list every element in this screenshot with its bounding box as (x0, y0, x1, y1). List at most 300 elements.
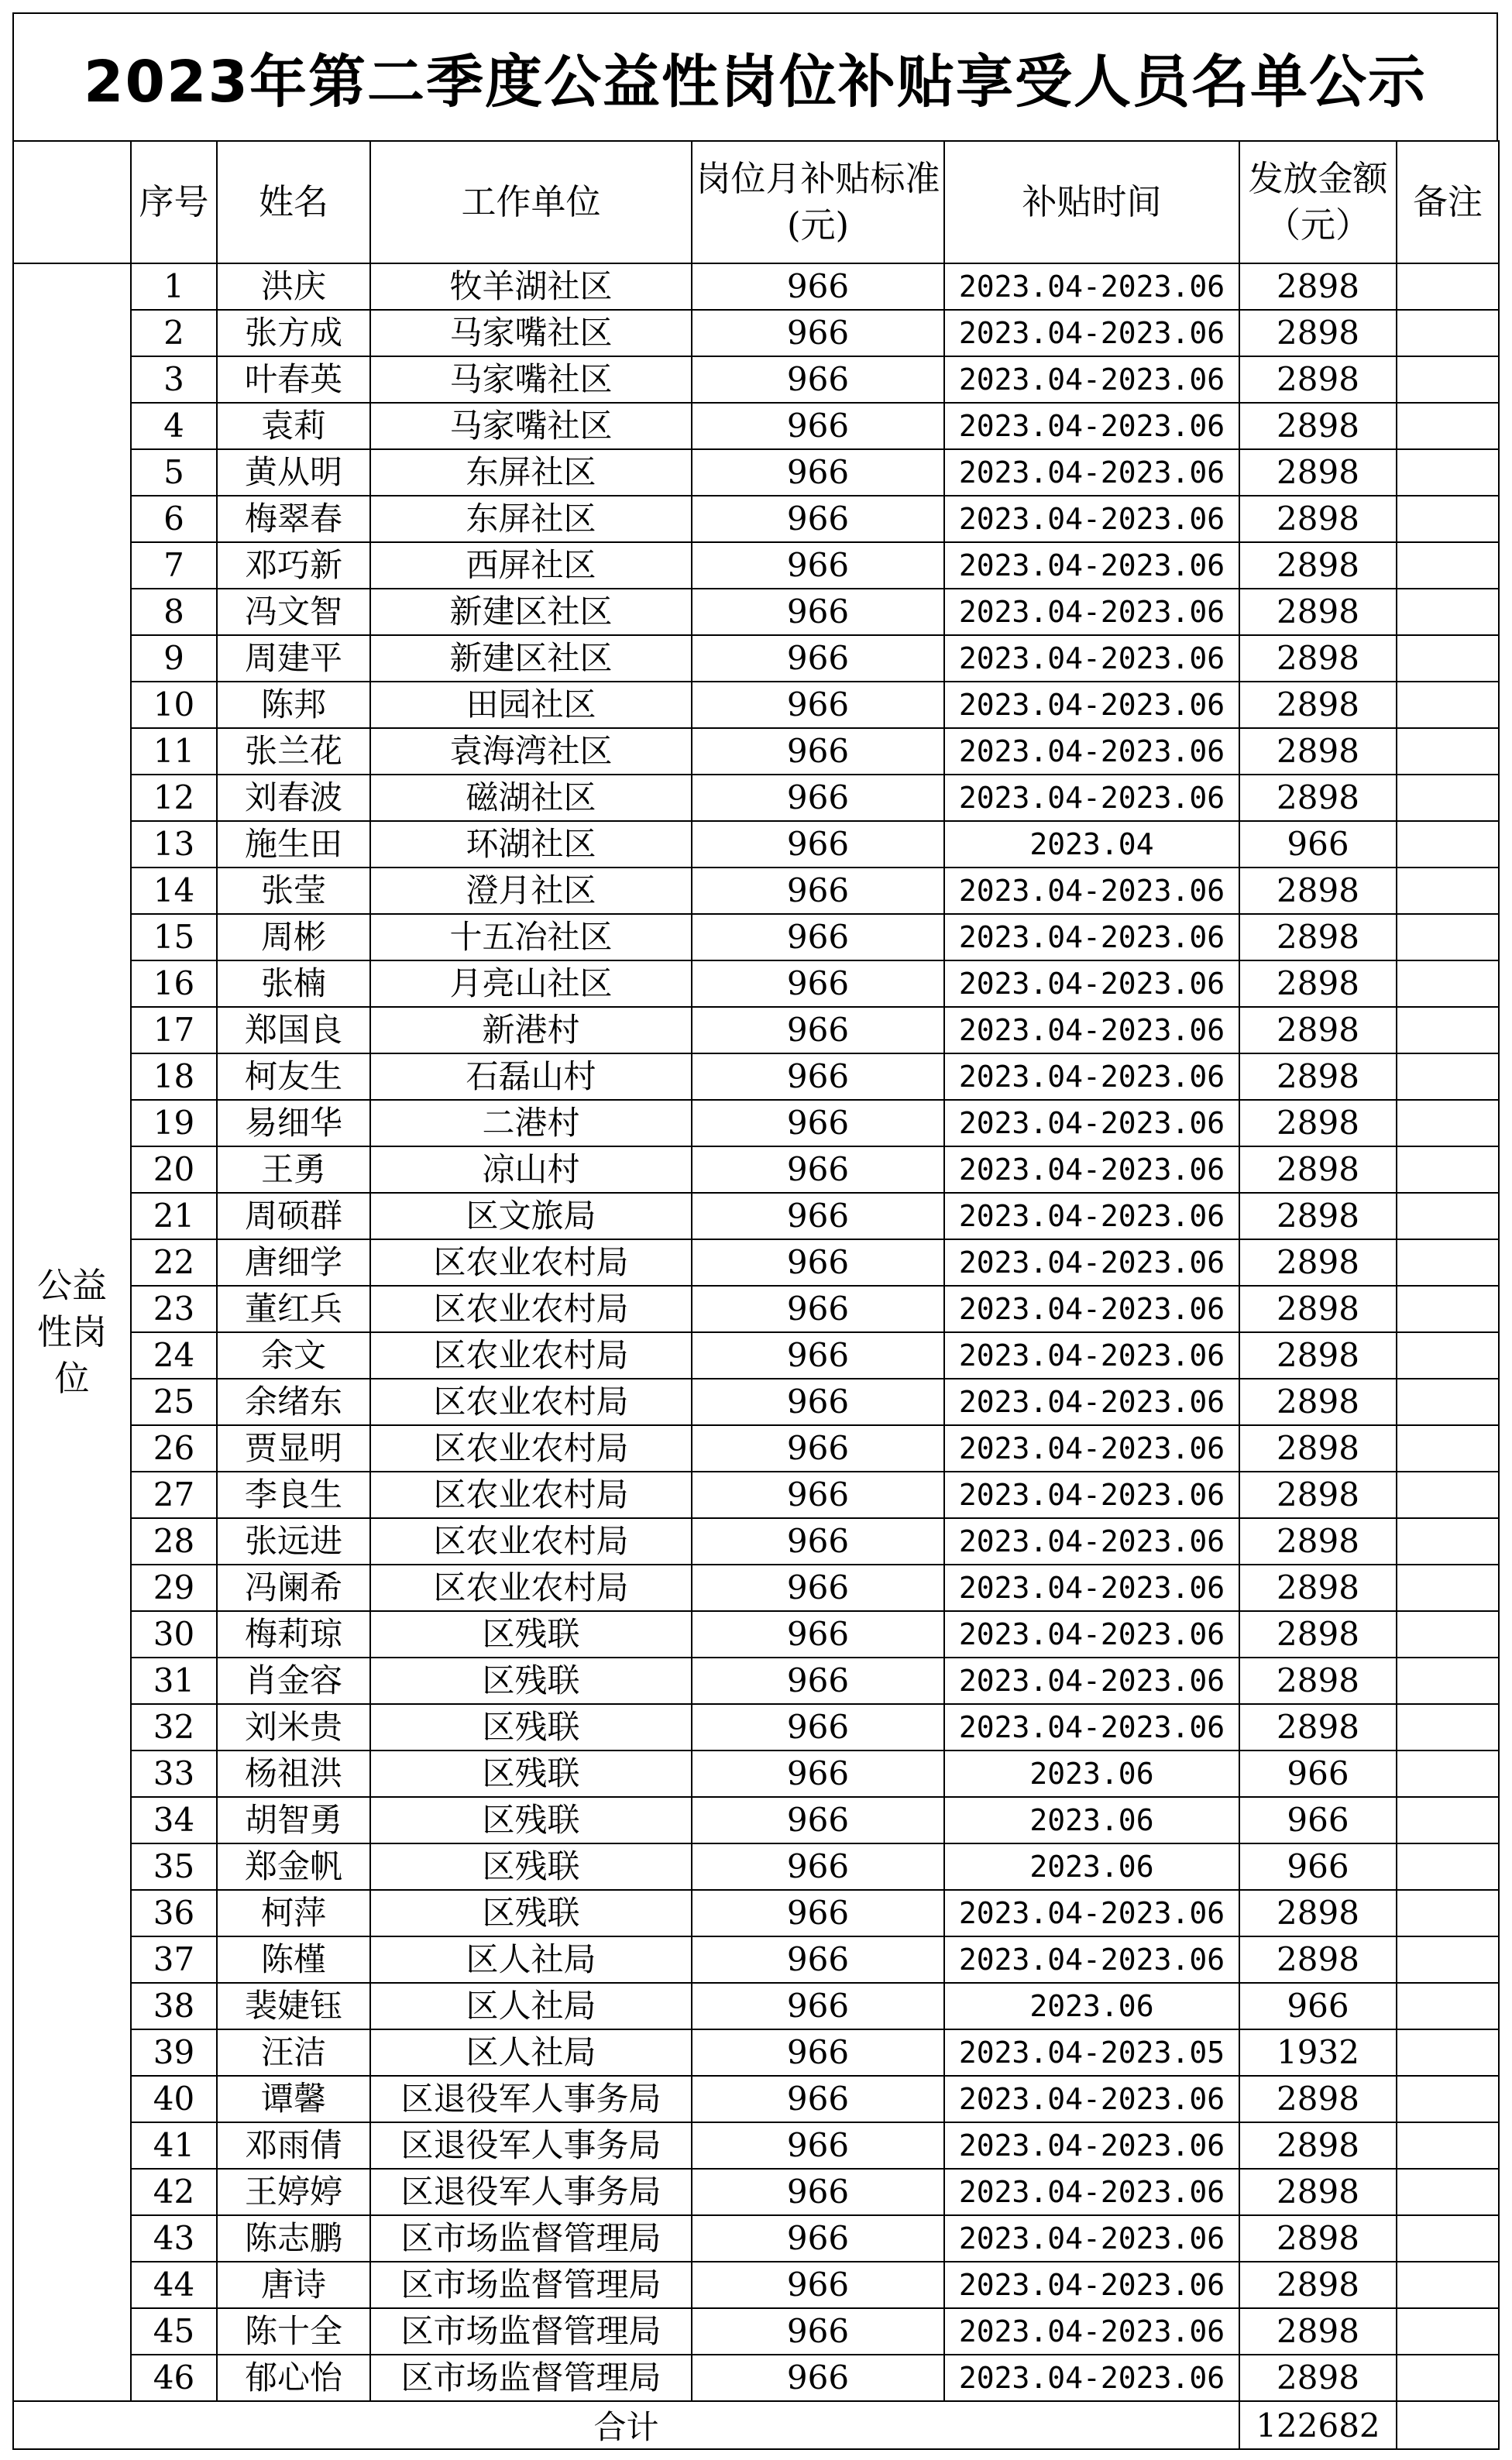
cell-period: 2023.04-2023.06 (944, 263, 1239, 310)
cell-amount: 2898 (1239, 1332, 1397, 1379)
cell-amount: 2898 (1239, 1193, 1397, 1239)
cell-amount: 2898 (1239, 635, 1397, 682)
cell-name: 郑金帆 (217, 1843, 370, 1890)
cell-index: 33 (131, 1751, 217, 1797)
header-unit: 工作单位 (370, 141, 692, 263)
cell-index: 13 (131, 821, 217, 868)
table-row (13, 2029, 1499, 2076)
cell-index: 39 (131, 2029, 217, 2076)
cell-unit: 区人社局 (370, 2029, 692, 2076)
cell-amount: 2898 (1239, 1379, 1397, 1425)
cell-period: 2023.06 (944, 1843, 1239, 1890)
cell-monthly: 966 (692, 1518, 944, 1565)
cell-note (1397, 1611, 1499, 1658)
cell-unit: 区市场监督管理局 (370, 2215, 692, 2262)
cell-note (1397, 1425, 1499, 1472)
cell-monthly: 966 (692, 1611, 944, 1658)
table-row (13, 1751, 1499, 1797)
cell-period: 2023.04-2023.06 (944, 1053, 1239, 1100)
cell-note (1397, 1332, 1499, 1379)
cell-note (1397, 2122, 1499, 2169)
cell-monthly: 966 (692, 1751, 944, 1797)
cell-monthly: 966 (692, 728, 944, 775)
table-row (13, 2076, 1499, 2122)
cell-unit: 区人社局 (370, 1983, 692, 2029)
cell-amount: 2898 (1239, 1704, 1397, 1751)
header-category (13, 141, 131, 263)
cell-unit: 区残联 (370, 1611, 692, 1658)
cell-period: 2023.04-2023.06 (944, 1425, 1239, 1472)
cell-unit: 东屏社区 (370, 496, 692, 542)
header-name: 姓名 (217, 141, 370, 263)
cell-amount: 2898 (1239, 1890, 1397, 1936)
cell-monthly: 966 (692, 914, 944, 960)
cell-index: 12 (131, 775, 217, 821)
cell-amount: 2898 (1239, 1100, 1397, 1146)
cell-unit: 区退役军人事务局 (370, 2122, 692, 2169)
cell-monthly: 966 (692, 868, 944, 914)
cell-name: 汪洁 (217, 2029, 370, 2076)
cell-index: 2 (131, 310, 217, 356)
cell-note (1397, 2355, 1499, 2401)
cell-index: 18 (131, 1053, 217, 1100)
cell-amount: 2898 (1239, 1146, 1397, 1193)
cell-name: 陈邦 (217, 682, 370, 728)
cell-amount: 2898 (1239, 589, 1397, 635)
cell-unit: 新港村 (370, 1007, 692, 1053)
cell-note (1397, 1007, 1499, 1053)
cell-note (1397, 635, 1499, 682)
cell-amount: 2898 (1239, 2169, 1397, 2215)
cell-amount: 966 (1239, 1983, 1397, 2029)
cell-monthly: 966 (692, 1100, 944, 1146)
cell-amount: 2898 (1239, 2076, 1397, 2122)
cell-period: 2023.04-2023.06 (944, 1565, 1239, 1611)
table-row (13, 635, 1499, 682)
table-row (13, 728, 1499, 775)
cell-note (1397, 960, 1499, 1007)
cell-name: 王勇 (217, 1146, 370, 1193)
cell-period: 2023.04-2023.06 (944, 1890, 1239, 1936)
cell-unit: 马家嘴社区 (370, 403, 692, 449)
cell-amount: 2898 (1239, 542, 1397, 589)
cell-note (1397, 868, 1499, 914)
cell-unit: 牧羊湖社区 (370, 263, 692, 310)
cell-unit: 区残联 (370, 1890, 692, 1936)
cell-unit: 凉山村 (370, 1146, 692, 1193)
cell-note (1397, 356, 1499, 403)
cell-monthly: 966 (692, 2122, 944, 2169)
cell-monthly: 966 (692, 1007, 944, 1053)
cell-unit: 区农业农村局 (370, 1379, 692, 1425)
cell-index: 5 (131, 449, 217, 496)
cell-name: 唐细学 (217, 1239, 370, 1286)
table-row (13, 1843, 1499, 1890)
cell-unit: 区残联 (370, 1658, 692, 1704)
cell-monthly: 966 (692, 589, 944, 635)
table-row (13, 263, 1499, 310)
cell-amount: 2898 (1239, 2308, 1397, 2355)
cell-monthly: 966 (692, 1843, 944, 1890)
cell-period: 2023.04-2023.06 (944, 1193, 1239, 1239)
cell-unit: 田园社区 (370, 682, 692, 728)
cell-name: 唐诗 (217, 2262, 370, 2308)
cell-note (1397, 1890, 1499, 1936)
cell-name: 余绪东 (217, 1379, 370, 1425)
cell-monthly: 966 (692, 2169, 944, 2215)
cell-period: 2023.04-2023.06 (944, 775, 1239, 821)
cell-monthly: 966 (692, 2076, 944, 2122)
cell-monthly: 966 (692, 1239, 944, 1286)
cell-monthly: 966 (692, 449, 944, 496)
table-row (13, 1286, 1499, 1332)
cell-index: 24 (131, 1332, 217, 1379)
cell-index: 32 (131, 1704, 217, 1751)
table-row (13, 1565, 1499, 1611)
cell-amount: 2898 (1239, 1658, 1397, 1704)
total-amount: 122682 (1239, 2401, 1397, 2449)
cell-monthly: 966 (692, 2355, 944, 2401)
cell-amount: 2898 (1239, 2215, 1397, 2262)
table-row (13, 1704, 1499, 1751)
cell-note (1397, 2308, 1499, 2355)
cell-index: 16 (131, 960, 217, 1007)
cell-monthly: 966 (692, 2215, 944, 2262)
cell-index: 17 (131, 1007, 217, 1053)
cell-name: 叶春英 (217, 356, 370, 403)
header-row (13, 141, 1499, 263)
table-row (13, 542, 1499, 589)
table-body (13, 263, 1499, 2401)
cell-amount: 2898 (1239, 775, 1397, 821)
cell-unit: 区人社局 (370, 1936, 692, 1983)
title-box (12, 12, 1498, 140)
cell-period: 2023.04-2023.06 (944, 1379, 1239, 1425)
cell-note (1397, 1983, 1499, 2029)
cell-name: 陈槿 (217, 1936, 370, 1983)
cell-amount: 966 (1239, 1843, 1397, 1890)
table-row (13, 2215, 1499, 2262)
table-row (13, 682, 1499, 728)
cell-index: 25 (131, 1379, 217, 1425)
cell-amount: 966 (1239, 1797, 1397, 1843)
cell-name: 邓雨倩 (217, 2122, 370, 2169)
cell-monthly: 966 (692, 1193, 944, 1239)
table-row (13, 449, 1499, 496)
cell-period: 2023.04-2023.06 (944, 2169, 1239, 2215)
cell-index: 28 (131, 1518, 217, 1565)
cell-unit: 区退役军人事务局 (370, 2076, 692, 2122)
table-row (13, 403, 1499, 449)
cell-unit: 马家嘴社区 (370, 356, 692, 403)
cell-unit: 马家嘴社区 (370, 310, 692, 356)
table-row (13, 2122, 1499, 2169)
cell-name: 黄从明 (217, 449, 370, 496)
cell-unit: 区农业农村局 (370, 1518, 692, 1565)
cell-unit: 区农业农村局 (370, 1425, 692, 1472)
cell-index: 11 (131, 728, 217, 775)
table-row (13, 1518, 1499, 1565)
cell-name: 刘米贵 (217, 1704, 370, 1751)
cell-name: 易细华 (217, 1100, 370, 1146)
cell-monthly: 966 (692, 1890, 944, 1936)
cell-amount: 2898 (1239, 1286, 1397, 1332)
cell-name: 谭馨 (217, 2076, 370, 2122)
cell-monthly: 966 (692, 1332, 944, 1379)
cell-name: 张莹 (217, 868, 370, 914)
cell-note (1397, 2215, 1499, 2262)
cell-note (1397, 449, 1499, 496)
cell-period: 2023.04-2023.06 (944, 868, 1239, 914)
cell-monthly: 966 (692, 1379, 944, 1425)
table-row (13, 2169, 1499, 2215)
cell-period: 2023.04-2023.06 (944, 1472, 1239, 1518)
cell-name: 周彬 (217, 914, 370, 960)
cell-unit: 袁海湾社区 (370, 728, 692, 775)
cell-monthly: 966 (692, 2308, 944, 2355)
cell-note (1397, 589, 1499, 635)
cell-amount: 2898 (1239, 1007, 1397, 1053)
cell-amount: 2898 (1239, 1936, 1397, 1983)
cell-note (1397, 2076, 1499, 2122)
table-row (13, 356, 1499, 403)
table-row (13, 775, 1499, 821)
header-amount: 发放金额（元） (1239, 141, 1397, 263)
cell-unit: 区农业农村局 (370, 1565, 692, 1611)
cell-monthly: 966 (692, 1658, 944, 1704)
cell-name: 贾显明 (217, 1425, 370, 1472)
cell-unit: 区文旅局 (370, 1193, 692, 1239)
cell-note (1397, 682, 1499, 728)
header-monthly: 岗位月补贴标准(元) (692, 141, 944, 263)
table-row (13, 496, 1499, 542)
total-row (13, 2401, 1499, 2449)
cell-amount: 2898 (1239, 1053, 1397, 1100)
cell-note (1397, 914, 1499, 960)
cell-index: 30 (131, 1611, 217, 1658)
table-row (13, 1007, 1499, 1053)
cell-name: 袁莉 (217, 403, 370, 449)
cell-index: 14 (131, 868, 217, 914)
cell-note (1397, 1053, 1499, 1100)
cell-note (1397, 542, 1499, 589)
cell-period: 2023.04-2023.06 (944, 449, 1239, 496)
cell-monthly: 966 (692, 775, 944, 821)
cell-unit: 区农业农村局 (370, 1332, 692, 1379)
cell-unit: 磁湖社区 (370, 775, 692, 821)
cell-monthly: 966 (692, 1983, 944, 2029)
cell-unit: 区退役军人事务局 (370, 2169, 692, 2215)
table-row (13, 1332, 1499, 1379)
cell-period: 2023.04-2023.06 (944, 1936, 1239, 1983)
cell-period: 2023.04-2023.06 (944, 1007, 1239, 1053)
cell-index: 44 (131, 2262, 217, 2308)
cell-amount: 2898 (1239, 2355, 1397, 2401)
cell-amount: 2898 (1239, 2262, 1397, 2308)
cell-period: 2023.04-2023.06 (944, 356, 1239, 403)
cell-amount: 2898 (1239, 682, 1397, 728)
cell-index: 23 (131, 1286, 217, 1332)
cell-monthly: 966 (692, 821, 944, 868)
cell-monthly: 966 (692, 1936, 944, 1983)
cell-amount: 966 (1239, 1751, 1397, 1797)
total-label: 合计 (13, 2401, 1239, 2449)
cell-unit: 新建区社区 (370, 635, 692, 682)
cell-index: 37 (131, 1936, 217, 1983)
cell-name: 冯阑希 (217, 1565, 370, 1611)
cell-period: 2023.04-2023.06 (944, 1332, 1239, 1379)
cell-note (1397, 1239, 1499, 1286)
cell-name: 柯友生 (217, 1053, 370, 1100)
cell-index: 3 (131, 356, 217, 403)
table-row (13, 868, 1499, 914)
cell-name: 梅翠春 (217, 496, 370, 542)
cell-amount: 2898 (1239, 263, 1397, 310)
cell-amount: 2898 (1239, 1565, 1397, 1611)
cell-amount: 2898 (1239, 960, 1397, 1007)
cell-note (1397, 496, 1499, 542)
cell-monthly: 966 (692, 960, 944, 1007)
cell-unit: 石磊山村 (370, 1053, 692, 1100)
cell-index: 21 (131, 1193, 217, 1239)
cell-index: 35 (131, 1843, 217, 1890)
cell-monthly: 966 (692, 1472, 944, 1518)
cell-monthly: 966 (692, 682, 944, 728)
cell-index: 29 (131, 1565, 217, 1611)
cell-amount: 2898 (1239, 868, 1397, 914)
cell-unit: 区市场监督管理局 (370, 2355, 692, 2401)
cell-index: 42 (131, 2169, 217, 2215)
cell-index: 31 (131, 1658, 217, 1704)
cell-name: 张远进 (217, 1518, 370, 1565)
cell-index: 43 (131, 2215, 217, 2262)
cell-index: 19 (131, 1100, 217, 1146)
table-row (13, 1239, 1499, 1286)
cell-period: 2023.04-2023.06 (944, 635, 1239, 682)
cell-amount: 2898 (1239, 1425, 1397, 1472)
cell-note (1397, 1146, 1499, 1193)
cell-index: 41 (131, 2122, 217, 2169)
cell-period: 2023.04-2023.06 (944, 2355, 1239, 2401)
cell-name: 周硕群 (217, 1193, 370, 1239)
cell-index: 27 (131, 1472, 217, 1518)
cell-monthly: 966 (692, 1704, 944, 1751)
cell-monthly: 966 (692, 1425, 944, 1472)
cell-period: 2023.04-2023.06 (944, 310, 1239, 356)
table-row (13, 960, 1499, 1007)
cell-note (1397, 1100, 1499, 1146)
cell-name: 刘春波 (217, 775, 370, 821)
cell-period: 2023.04-2023.06 (944, 496, 1239, 542)
cell-note (1397, 1751, 1499, 1797)
cell-name: 冯文智 (217, 589, 370, 635)
cell-monthly: 966 (692, 1146, 944, 1193)
table-row (13, 2308, 1499, 2355)
cell-monthly: 966 (692, 1565, 944, 1611)
cell-period: 2023.04-2023.06 (944, 914, 1239, 960)
cell-index: 22 (131, 1239, 217, 1286)
cell-monthly: 966 (692, 1797, 944, 1843)
cell-amount: 966 (1239, 821, 1397, 868)
table-row (13, 1797, 1499, 1843)
cell-note (1397, 263, 1499, 310)
cell-note (1397, 1658, 1499, 1704)
cell-unit: 区残联 (370, 1751, 692, 1797)
cell-name: 余文 (217, 1332, 370, 1379)
cell-period: 2023.04-2023.06 (944, 1239, 1239, 1286)
page-title: 2023年第二季度公益性岗位补贴享受人员名单公示 (84, 48, 1427, 115)
cell-index: 15 (131, 914, 217, 960)
cell-note (1397, 1379, 1499, 1425)
cell-period: 2023.04-2023.06 (944, 1286, 1239, 1332)
table-row (13, 1983, 1499, 2029)
table-row (13, 589, 1499, 635)
cell-period: 2023.04-2023.06 (944, 1658, 1239, 1704)
cell-name: 郑国良 (217, 1007, 370, 1053)
cell-note (1397, 310, 1499, 356)
cell-index: 40 (131, 2076, 217, 2122)
cell-period: 2023.04-2023.06 (944, 1146, 1239, 1193)
cell-amount: 2898 (1239, 449, 1397, 496)
cell-index: 36 (131, 1890, 217, 1936)
table-row (13, 2262, 1499, 2308)
cell-name: 董红兵 (217, 1286, 370, 1332)
table-row (13, 1936, 1499, 1983)
cell-index: 38 (131, 1983, 217, 2029)
cell-monthly: 966 (692, 310, 944, 356)
cell-period: 2023.04-2023.06 (944, 2076, 1239, 2122)
cell-unit: 区残联 (370, 1704, 692, 1751)
cell-amount: 2898 (1239, 2122, 1397, 2169)
cell-index: 9 (131, 635, 217, 682)
cell-amount: 1932 (1239, 2029, 1397, 2076)
cell-index: 1 (131, 263, 217, 310)
cell-monthly: 966 (692, 263, 944, 310)
cell-unit: 二港村 (370, 1100, 692, 1146)
cell-period: 2023.04-2023.06 (944, 960, 1239, 1007)
cell-monthly: 966 (692, 1286, 944, 1332)
table-row (13, 1425, 1499, 1472)
cell-amount: 2898 (1239, 914, 1397, 960)
cell-amount: 2898 (1239, 356, 1397, 403)
cell-name: 王婷婷 (217, 2169, 370, 2215)
cell-period: 2023.04-2023.06 (944, 728, 1239, 775)
cell-monthly: 966 (692, 356, 944, 403)
cell-name: 郁心怡 (217, 2355, 370, 2401)
cell-period: 2023.04-2023.06 (944, 1704, 1239, 1751)
cell-name: 陈志鹏 (217, 2215, 370, 2262)
cell-index: 7 (131, 542, 217, 589)
cell-period: 2023.04-2023.06 (944, 403, 1239, 449)
cell-unit: 西屏社区 (370, 542, 692, 589)
cell-note (1397, 1193, 1499, 1239)
cell-unit: 区残联 (370, 1797, 692, 1843)
table-row (13, 1100, 1499, 1146)
cell-period: 2023.04-2023.06 (944, 1611, 1239, 1658)
cell-period: 2023.06 (944, 1983, 1239, 2029)
cell-period: 2023.04-2023.06 (944, 1100, 1239, 1146)
cell-index: 26 (131, 1425, 217, 1472)
cell-index: 10 (131, 682, 217, 728)
cell-name: 周建平 (217, 635, 370, 682)
cell-note (1397, 1843, 1499, 1890)
cell-period: 2023.04-2023.06 (944, 2122, 1239, 2169)
cell-period: 2023.04-2023.06 (944, 1518, 1239, 1565)
cell-note (1397, 1704, 1499, 1751)
cell-name: 柯萍 (217, 1890, 370, 1936)
header-period: 补贴时间 (944, 141, 1239, 263)
cell-index: 45 (131, 2308, 217, 2355)
